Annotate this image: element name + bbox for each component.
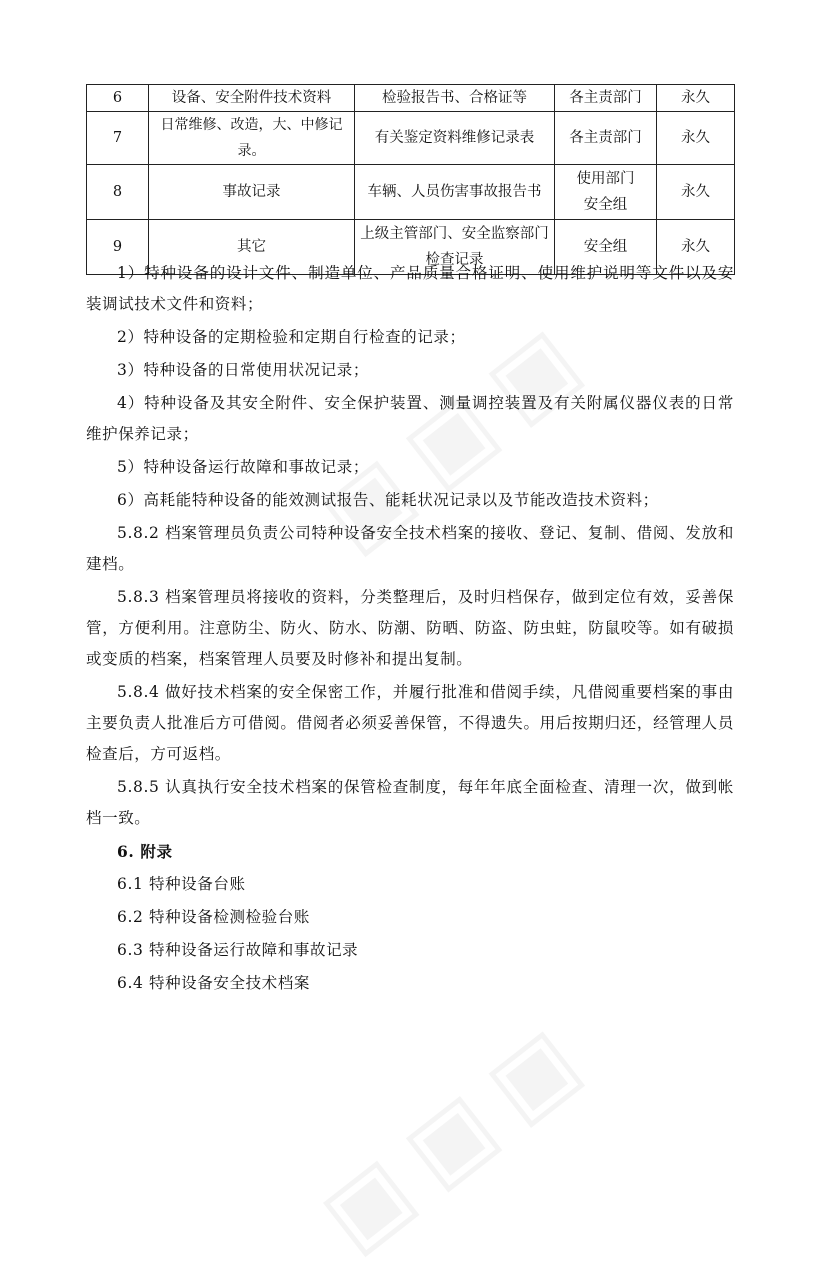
cell-docs: 检验报告书、合格证等	[355, 85, 555, 112]
table-row	[87, 112, 735, 165]
appendix-item: 6.2 特种设备检测检验台账	[117, 908, 310, 926]
appendix-item: 6.3 特种设备运行故障和事故记录	[117, 941, 359, 959]
appendix-heading: 6. 附录	[117, 842, 173, 861]
clause-5-8-4: 5.8.4 做好技术档案的安全保密工作，并履行批准和借阅手续，凡借阅重要档案的事由主要负责人批准后方可借阅。借阅者必须妥善保管，不得遗失。用后按期归还，经管理人员检查后，方可返档。	[86, 683, 734, 763]
clause-5-8-2: 5.8.2 档案管理员负责公司特种设备安全技术档案的接收、登记、复制、借阅、发放和建档。	[86, 524, 734, 573]
clause-5-8-3: 5.8.3 档案管理员将接收的资料，分类整理后，及时归档保存，做到定位有效，妥善保管，方便利用。注意防尘、防火、防水、防潮、防晒、防盗、防虫蛀，防鼠咬等。如有破损或变质的档案，档案管理人员要及时修补和提出复制。	[86, 588, 734, 668]
list-item: 1）特种设备的设计文件、制造单位、产品质量合格证明、使用维护说明等文件以及安装调试技术文件和资料；	[86, 264, 734, 313]
cell-item: 设备、安全附件技术资料	[149, 85, 355, 112]
table-row	[87, 85, 735, 112]
cell-period: 永久	[657, 85, 735, 112]
cell-item: 事故记录	[149, 165, 355, 220]
cell-docs: 车辆、人员伤害事故报告书	[355, 165, 555, 220]
appendix-item: 6.1 特种设备台账	[117, 875, 246, 893]
cell-item: 日常维修、改造，大、中修记录。	[149, 112, 355, 165]
list-item: 2）特种设备的定期检验和定期自行检查的记录；	[117, 328, 466, 346]
watermark	[301, 994, 614, 1271]
list-item: 5）特种设备运行故障和事故记录；	[117, 458, 369, 476]
body-text	[86, 258, 734, 1001]
list-item: 3）特种设备的日常使用状况记录；	[117, 361, 369, 379]
cell-no: 7	[87, 112, 149, 165]
cell-dept: 安全组	[555, 220, 657, 275]
table-row	[87, 165, 735, 220]
cell-item: 其它	[149, 220, 355, 275]
cell-docs: 有关鉴定资料维修记录表	[355, 112, 555, 165]
cell-dept: 各主责部门	[555, 112, 657, 165]
cell-no: 9	[87, 220, 149, 275]
clause-5-8-5: 5.8.5 认真执行安全技术档案的保管检查制度，每年年底全面检查、清理一次，做到帐档一致。	[86, 778, 734, 827]
cell-period: 永久	[657, 112, 735, 165]
cell-docs: 上级主管部门、安全监察部门 检查记录	[355, 220, 555, 275]
appendix-item: 6.4 特种设备安全技术档案	[117, 974, 310, 992]
cell-no: 6	[87, 85, 149, 112]
list-item: 6）高耗能特种设备的能效测试报告、能耗状况记录以及节能改造技术资料；	[117, 491, 659, 509]
cell-no: 8	[87, 165, 149, 220]
cell-dept: 使用部门 安全组	[555, 165, 657, 220]
cell-period: 永久	[657, 220, 735, 275]
cell-period: 永久	[657, 165, 735, 220]
list-item: 4）特种设备及其安全附件、安全保护装置、测量调控装置及有关附属仪器仪表的日常维护保养记录；	[86, 394, 734, 443]
records-table	[86, 84, 735, 275]
cell-dept: 各主责部门	[555, 85, 657, 112]
